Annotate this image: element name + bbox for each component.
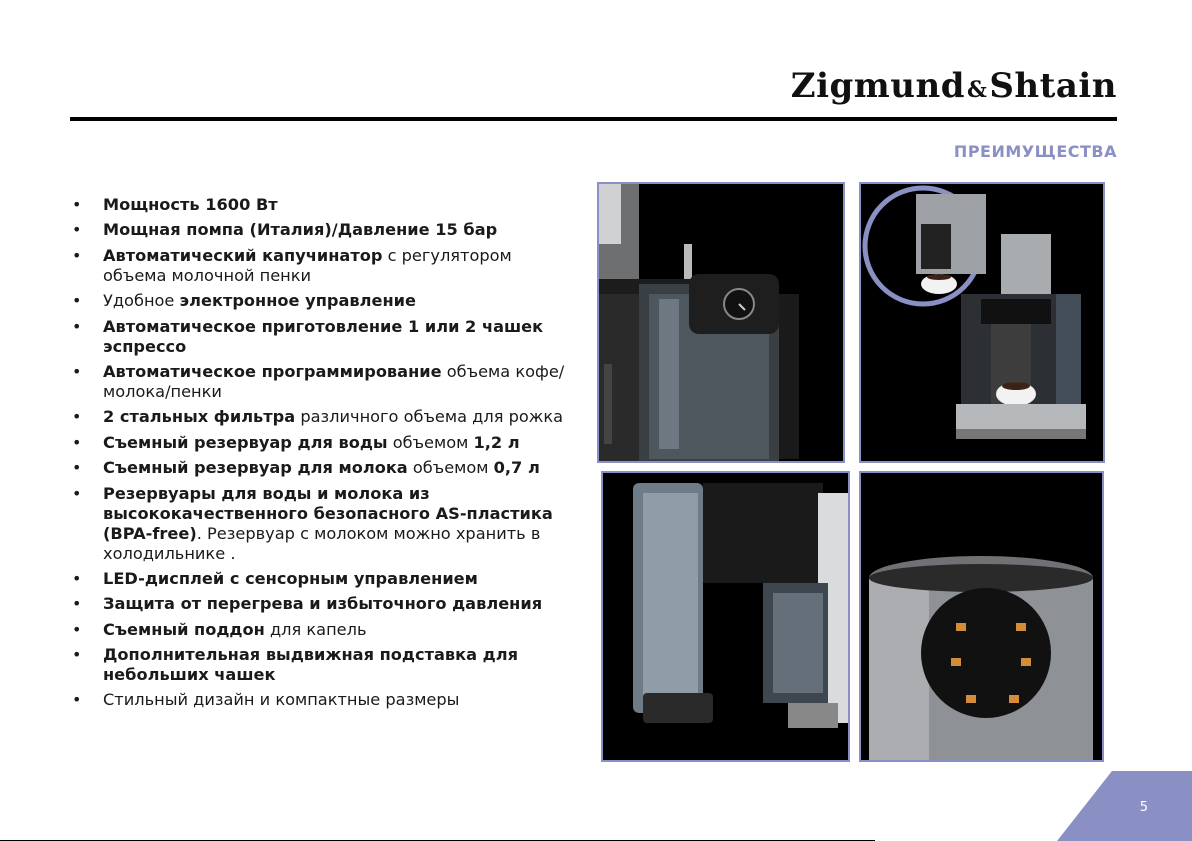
photo-machine-front-illustration xyxy=(861,184,1103,461)
header-rule xyxy=(70,117,1117,121)
features-list xyxy=(70,195,565,716)
page-number: 5 xyxy=(1139,800,1148,815)
brand-logo-left: Zigmund xyxy=(790,66,965,106)
photo-control-panel xyxy=(859,471,1104,762)
photo-milk-tank-illustration xyxy=(599,184,843,461)
feature-item: • Мощная помпа (Италия)/Давление 15 бар xyxy=(70,220,565,240)
section-title: ПРЕИМУЩЕСТВА xyxy=(953,142,1117,161)
photo-machine-front xyxy=(859,182,1105,463)
feature-item: • Съемный поддон для капель xyxy=(70,620,565,640)
feature-item: • Мощность 1600 Вт xyxy=(70,195,565,215)
photo-control-panel-illustration xyxy=(861,473,1102,760)
feature-item: • Удобное электронное управление xyxy=(70,291,565,311)
photo-water-tank xyxy=(601,471,850,762)
feature-item: • Защита от перегрева и избыточного давления xyxy=(70,594,565,614)
photo-water-tank-illustration xyxy=(603,473,848,760)
photo-milk-tank xyxy=(597,182,845,463)
brand-logo xyxy=(791,66,1117,106)
feature-item: • Автоматическое программирование объема кофе/молока/пенки xyxy=(70,362,565,402)
page-corner-triangle xyxy=(1057,771,1192,841)
feature-item: • 2 стальных фильтра различного объема для рожка xyxy=(70,407,565,427)
feature-item: • LED-дисплей с сенсорным управлением xyxy=(70,569,565,589)
feature-item: • Стильный дизайн и компактные размеры xyxy=(70,690,565,710)
feature-item: • Автоматическое приготовление 1 или 2 чашек эспрессо xyxy=(70,317,565,357)
feature-item: • Дополнительная выдвижная подставка для небольших чашек xyxy=(70,645,565,685)
brand-logo-right: Shtain xyxy=(989,66,1117,106)
feature-item: • Резервуары для воды и молока из высококачественного безопасного AS-пластика (BPA-free). Резервуар с молоком можно хранить в холодильнике . xyxy=(70,484,565,564)
brand-logo-amp: & xyxy=(966,77,988,103)
feature-item: • Автоматический капучинатор с регулятором объема молочной пенки xyxy=(70,246,565,286)
feature-item: • Съемный резервуар для воды объемом 1,2 л xyxy=(70,433,565,453)
feature-item: • Съемный резервуар для молока объемом 0,7 л xyxy=(70,458,565,478)
